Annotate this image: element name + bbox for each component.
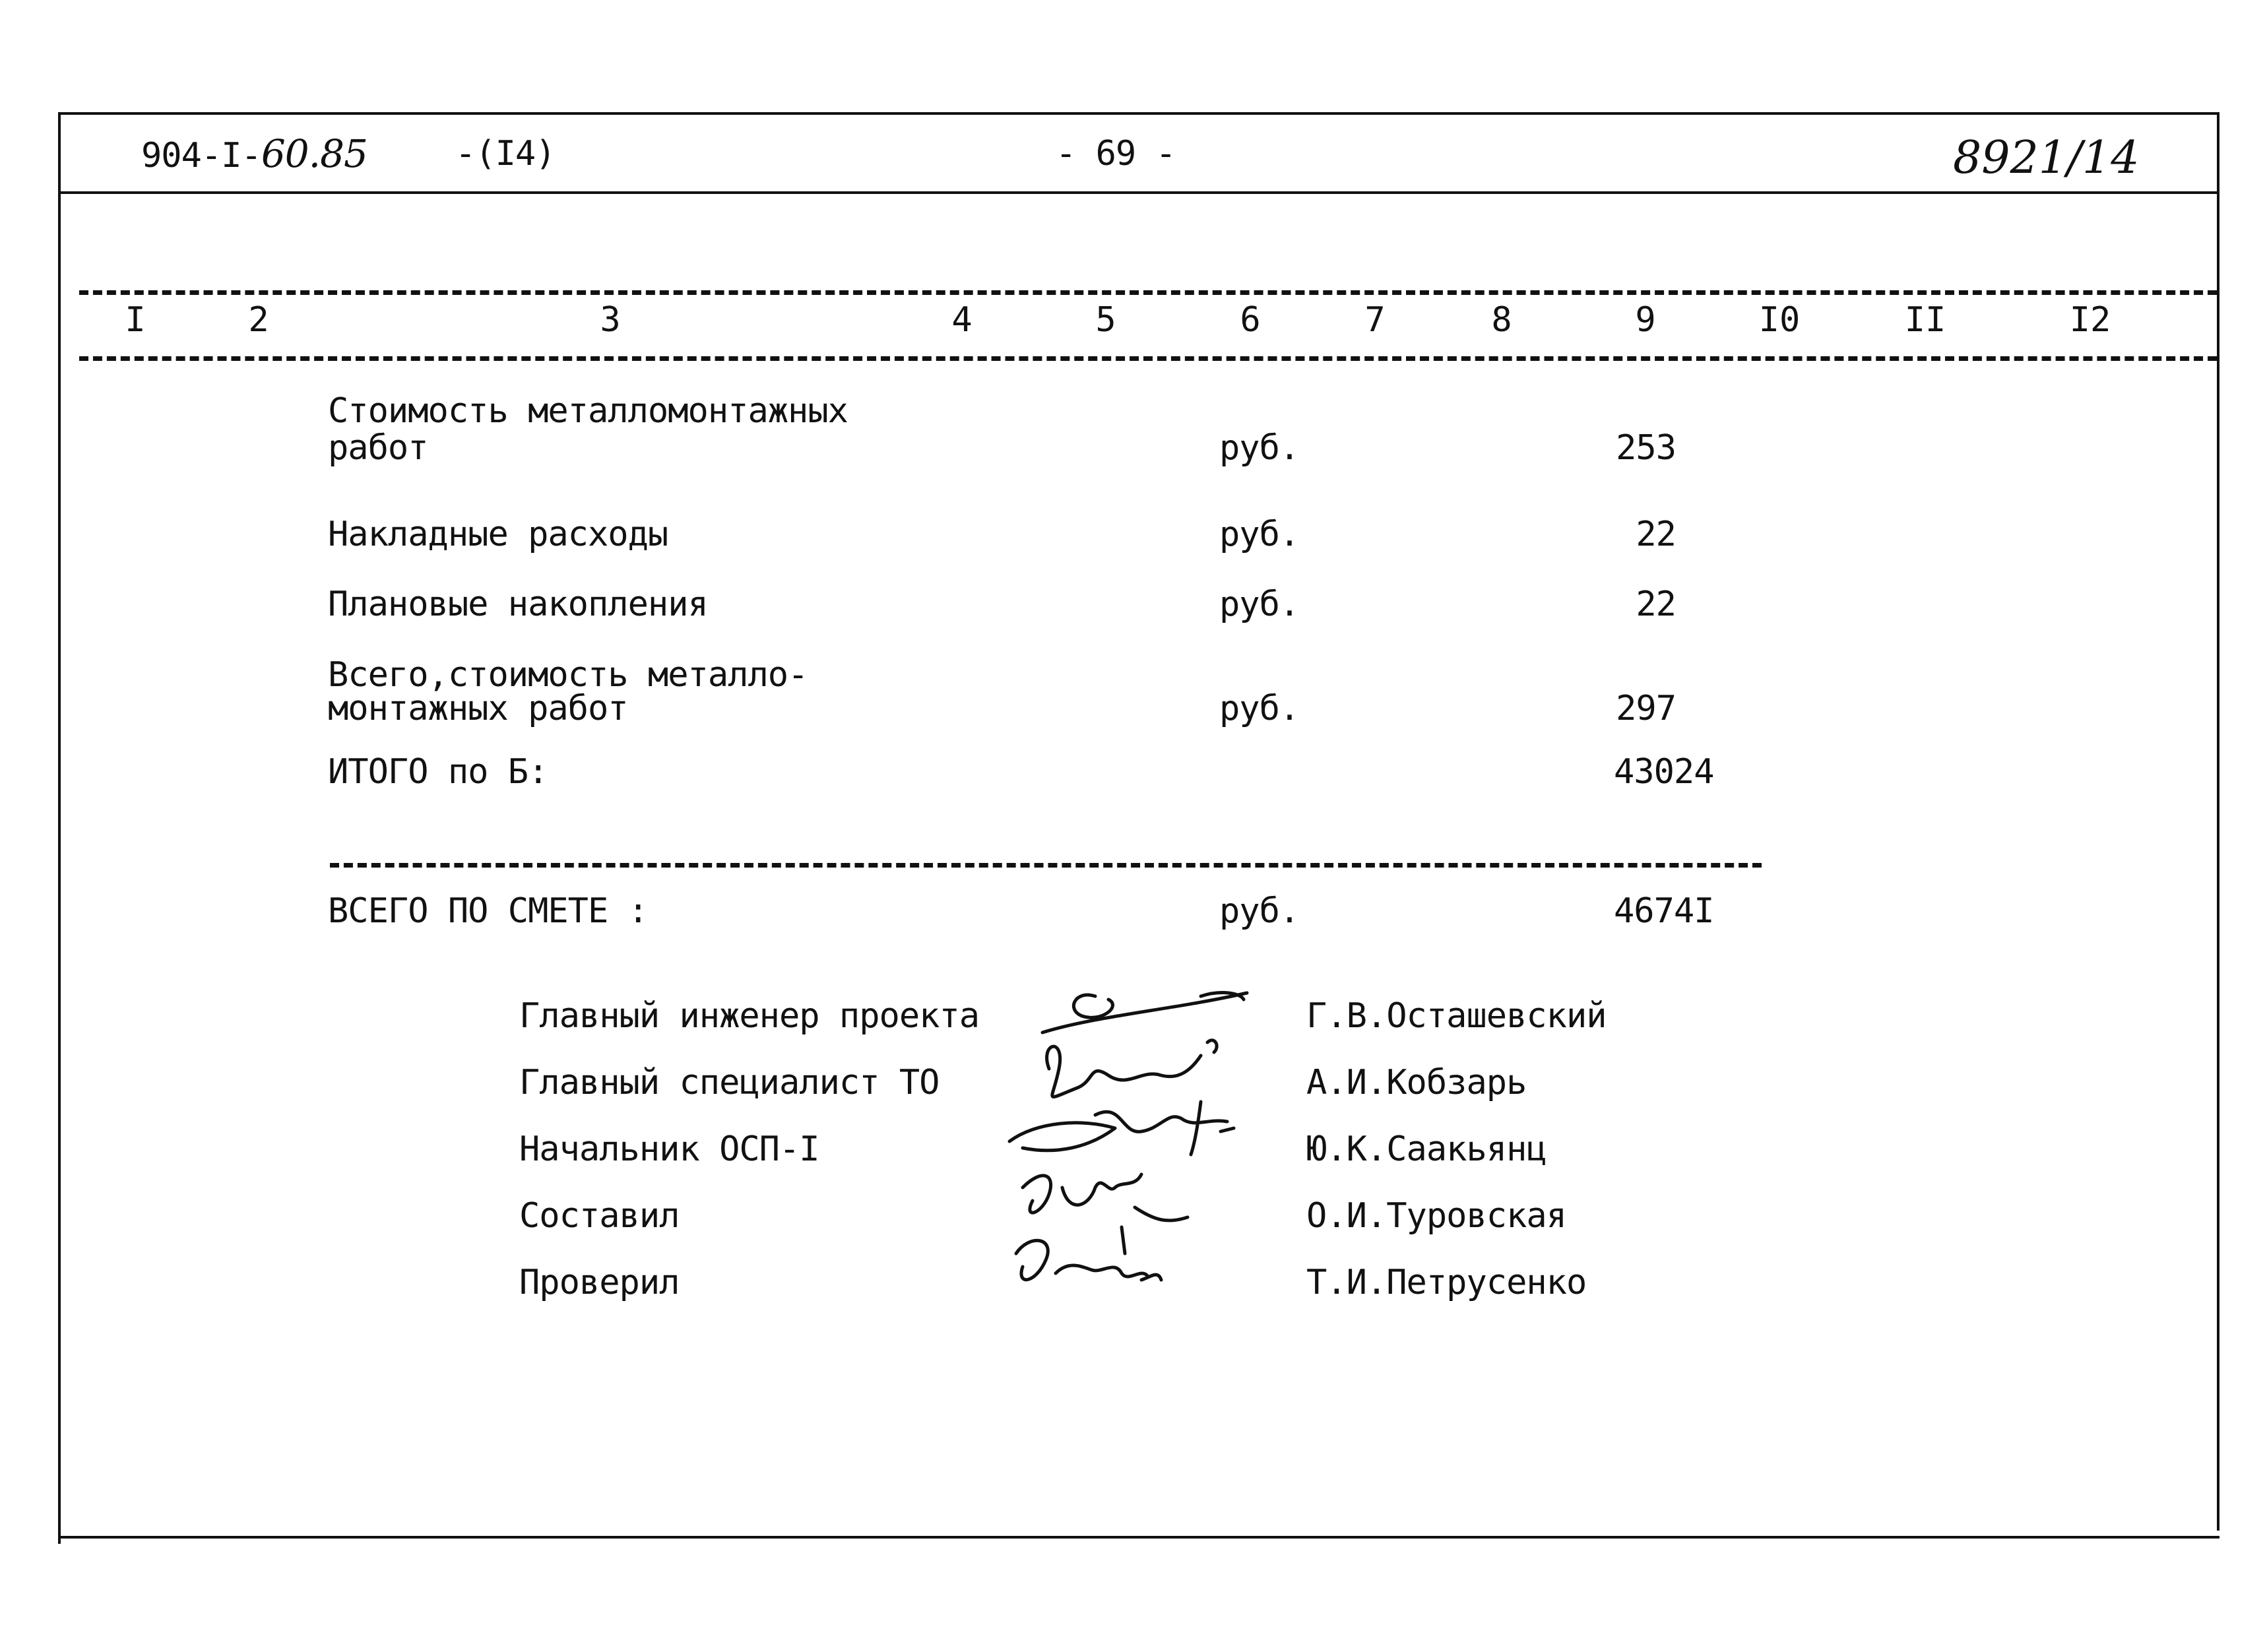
column-number-8: 8 bbox=[1491, 300, 1512, 340]
frame-left-border bbox=[58, 112, 61, 1544]
column-header-bottom-rule bbox=[79, 356, 2217, 361]
signature-name: Ю.К.Саакьянц bbox=[1306, 1129, 1547, 1169]
doc-code bbox=[141, 131, 367, 176]
frame-right-border bbox=[2217, 112, 2219, 1531]
column-number-1: I bbox=[125, 300, 146, 340]
row-label-line1: Всего,стоимость металло- bbox=[328, 655, 808, 695]
page-number: - 69 - bbox=[1056, 134, 1176, 174]
grand-total-label: ВСЕГО ПО СМЕТЕ : bbox=[328, 891, 648, 931]
signature-name: Г.В.Осташевский bbox=[1306, 996, 1607, 1036]
column-header-top-rule bbox=[79, 290, 2217, 295]
row-unit: руб. bbox=[1219, 428, 1300, 468]
column-number-7: 7 bbox=[1364, 300, 1386, 340]
column-number-6: 6 bbox=[1240, 300, 1261, 340]
doc-suffix: -(I4) bbox=[455, 134, 556, 174]
row-value: 253 bbox=[1616, 428, 1676, 468]
subtotal-value: 43024 bbox=[1614, 752, 1714, 792]
signature-role: Начальник ОСП-I bbox=[519, 1129, 819, 1169]
column-number-11: II bbox=[1904, 300, 1946, 340]
column-number-5: 5 bbox=[1095, 300, 1116, 340]
grand-total-value: 4674I bbox=[1614, 891, 1714, 931]
subtotal-label: ИТОГО по Б: bbox=[328, 752, 548, 792]
signature-name: А.И.Кобзарь bbox=[1306, 1063, 1527, 1102]
column-number-4: 4 bbox=[951, 300, 973, 340]
column-number-9: 9 bbox=[1635, 300, 1656, 340]
row-label-line1: Стоимость металломонтажных bbox=[328, 391, 848, 431]
row-value: 22 bbox=[1636, 515, 1676, 554]
row-unit: руб. bbox=[1219, 689, 1300, 728]
row-unit: руб. bbox=[1219, 585, 1300, 624]
signature-name: О.И.Туровская bbox=[1306, 1196, 1566, 1236]
column-number-3: 3 bbox=[600, 300, 621, 340]
row-label-line2: монтажных работ bbox=[328, 689, 628, 728]
signature-name: Т.И.Петрусенко bbox=[1306, 1263, 1587, 1302]
frame-bottom-border bbox=[58, 1536, 2219, 1539]
frame-top-border bbox=[58, 112, 2219, 115]
handwritten-signatures bbox=[924, 970, 1293, 1339]
signature-role: Главный инженер проекта bbox=[519, 996, 980, 1036]
signature-role: Составил bbox=[519, 1196, 680, 1236]
row-unit: руб. bbox=[1219, 515, 1300, 554]
column-number-2: 2 bbox=[248, 300, 269, 340]
archive-number: 8921/14 bbox=[1953, 132, 2140, 184]
row-value: 297 bbox=[1616, 689, 1676, 728]
grand-total-unit: руб. bbox=[1219, 891, 1300, 931]
column-number-12: I2 bbox=[2069, 300, 2111, 340]
row-label-line1: Накладные расходы bbox=[328, 515, 668, 554]
doc-code-prefix: 904-I- bbox=[141, 136, 261, 175]
row-label-line2: работ bbox=[328, 428, 428, 468]
doc-code-handwritten: 60.85 bbox=[261, 131, 367, 176]
row-label-line1: Плановые накопления bbox=[328, 585, 708, 624]
column-number-10: I0 bbox=[1758, 300, 1801, 340]
signature-role: Главный специалист ТО bbox=[519, 1063, 940, 1102]
header-divider bbox=[58, 191, 2219, 194]
signature-role: Проверил bbox=[519, 1263, 680, 1302]
row-value: 22 bbox=[1636, 585, 1676, 624]
total-separator-rule bbox=[330, 863, 1762, 868]
